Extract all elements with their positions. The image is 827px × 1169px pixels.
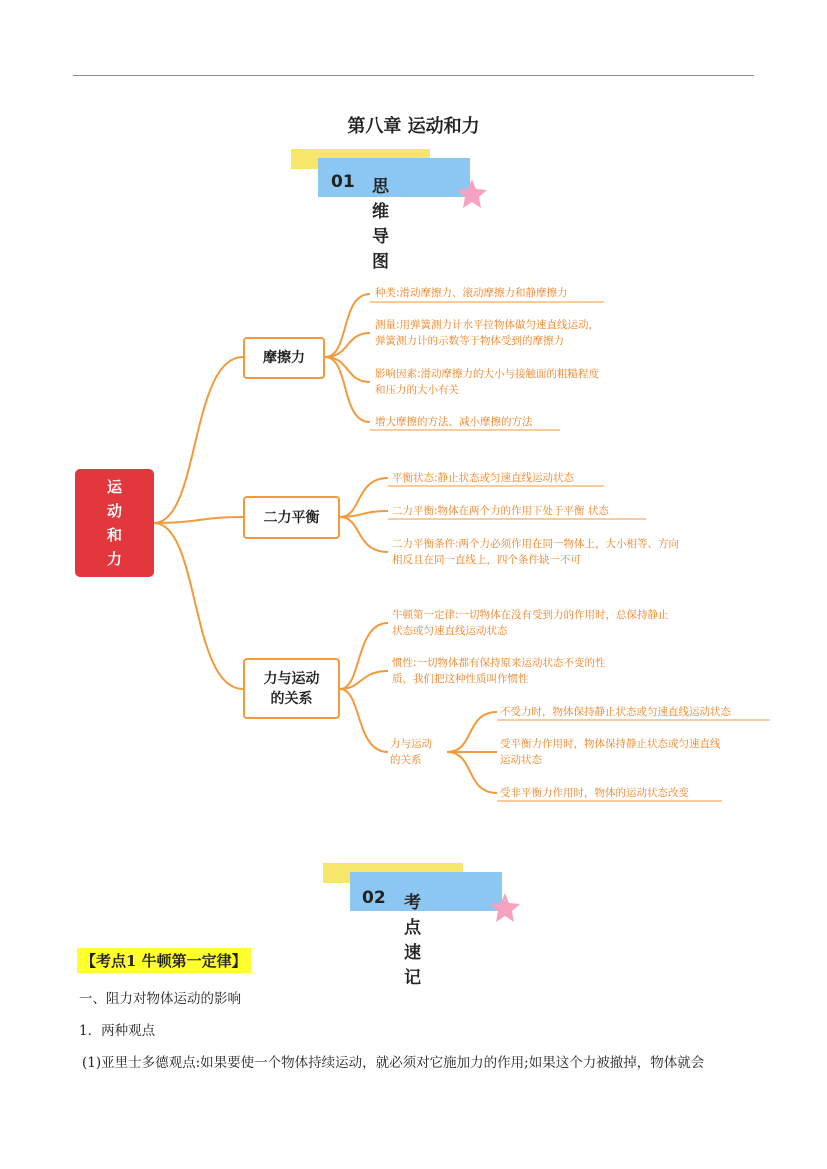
section-number: 01 xyxy=(331,172,355,192)
chapter-title: 第八章 运动和力 xyxy=(347,116,480,137)
friction-item: 弹簧测力计的示数等于物体受到的摩擦力 xyxy=(375,335,564,347)
motion-item: 状态或匀速直线运动状态 xyxy=(392,625,508,637)
motion-item: 惯性:一切物体都有保持原来运动状态不变的性 xyxy=(392,657,606,669)
motion-sub-item: 受非平衡力作用时，物体的运动状态改变 xyxy=(500,787,689,799)
balance-item: 相反且在同一直线上，四个条件缺一不可 xyxy=(392,554,581,566)
friction-item: 种类:滑动摩擦力、滚动摩擦力和静摩擦力 xyxy=(375,287,568,299)
paragraph: 1．两种观点 xyxy=(79,1023,156,1039)
section-label: 思维导图 xyxy=(372,177,389,272)
motion-item: 质，我们把这种性质叫作惯性 xyxy=(392,673,529,685)
friction-item: 增大摩擦的方法、减小摩擦的方法 xyxy=(375,416,533,428)
balance-item: 平衡状态:静止状态或匀速直线运动状态 xyxy=(392,472,575,484)
balance-item: 二力平衡条件:两个力必须作用在同一物体上，大小相等、方向 xyxy=(392,538,680,550)
keypoint-heading: 【考点1 牛顿第一定律】 xyxy=(77,948,251,973)
node-balance: 二力平衡 xyxy=(243,496,340,539)
paragraph: (1)亚里士多德观点:如果要使一个物体持续运动，就必须对它施加力的作用;如果这个力被撤掉，物体就会 xyxy=(82,1055,705,1071)
paragraph: 一、阻力对物体运动的影响 xyxy=(79,991,241,1007)
motion-sub-item: 受平衡力作用时，物体保持静止状态或匀速直线 xyxy=(500,738,721,750)
motion-sub-label: 力与运动 的关系 xyxy=(390,738,432,766)
motion-sub-item: 运动状态 xyxy=(500,754,542,766)
friction-item: 和压力的大小有关 xyxy=(375,384,459,396)
node-friction: 摩擦力 xyxy=(243,337,325,379)
motion-sub-item: 不受力时，物体保持静止状态或匀速直线运动状态 xyxy=(500,706,731,718)
star-icon xyxy=(488,892,522,924)
node-force-motion: 力与运动 的关系 xyxy=(243,658,340,719)
motion-item: 牛顿第一定律:一切物体在没有受到力的作用时，总保持静止 xyxy=(392,609,669,621)
mindmap-root: 运 动 和 力 xyxy=(75,469,154,577)
balance-item: 二力平衡:物体在两个力的作用下处于平衡 状态 xyxy=(392,505,609,517)
section-label: 考点速记 xyxy=(404,893,421,988)
section-number: 02 xyxy=(362,888,386,908)
friction-item: 测量:用弹簧测力计水平拉物体做匀速直线运动， xyxy=(375,319,600,331)
friction-item: 影响因素:滑动摩擦力的大小与接触面的粗糙程度 xyxy=(375,368,600,380)
